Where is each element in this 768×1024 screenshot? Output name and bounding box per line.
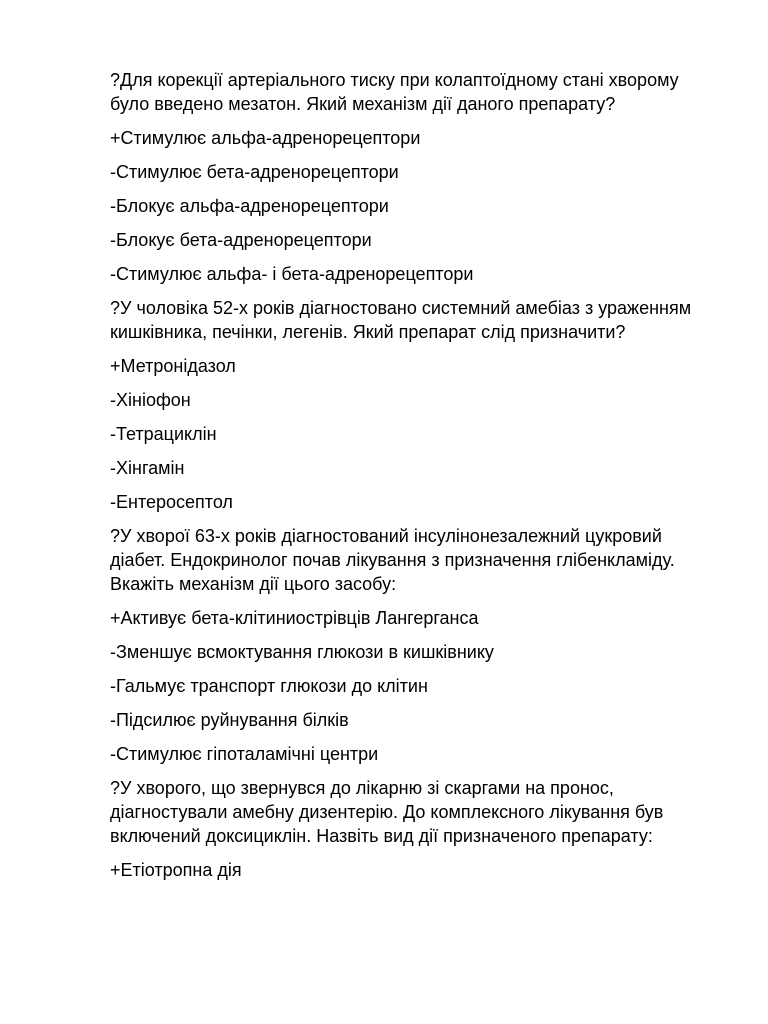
answer-option: +Активує бета-клітиниострівців Лангерганса [110, 608, 479, 628]
question-block [110, 524, 720, 766]
answer-option: -Блокує альфа-адренорецептори [110, 196, 389, 216]
answer-option: -Хінгамін [110, 458, 185, 478]
answer-option: -Зменшує всмоктування глюкози в кишківнику [110, 642, 494, 662]
question-text: ?У чоловіка 52-х років діагностовано системний амебіаз з ураженням кишківника, печінки, легенів. Який препарат слід призначити? [110, 298, 692, 342]
question-block [110, 776, 720, 882]
question-block [110, 296, 720, 514]
answer-option: -Ентеросептол [110, 492, 233, 512]
question-text: ?У хворого, що звернувся до лікарню зі скаргами на пронос, діагностували амебну дизентерію. До комплексного лікування був включений доксициклін. Назвіть вид дії призначеного препарату: [110, 778, 664, 846]
answer-option: -Стимулює бета-адренорецептори [110, 162, 399, 182]
answer-option: -Блокує бета-адренорецептори [110, 230, 372, 250]
document-page [110, 68, 720, 892]
question-text: ?У хворої 63-х років діагностований інсулінонезалежний цукровий діабет. Ендокринолог почав лікування з призначення глібенкламіду. Вкажіть механізм дії цього засобу: [110, 526, 675, 594]
answer-option: -Підсилює руйнування білків [110, 710, 349, 730]
answer-option: -Стимулює альфа- і бета-адренорецептори [110, 264, 474, 284]
answer-option: -Хініофон [110, 390, 191, 410]
question-text: ?Для корекції артеріального тиску при колаптоїдному стані хворому було введено мезатон. Який механізм дії даного препарату? [110, 70, 679, 114]
answer-option: -Тетрациклін [110, 424, 217, 444]
question-block [110, 68, 720, 286]
answer-option: +Етіотропна дія [110, 860, 242, 880]
answer-option: +Метронідазол [110, 356, 236, 376]
answer-option: -Стимулює гіпоталамічні центри [110, 744, 379, 764]
answer-option: -Гальмує транспорт глюкози до клітин [110, 676, 428, 696]
answer-option: +Стимулює альфа-адренорецептори [110, 128, 421, 148]
